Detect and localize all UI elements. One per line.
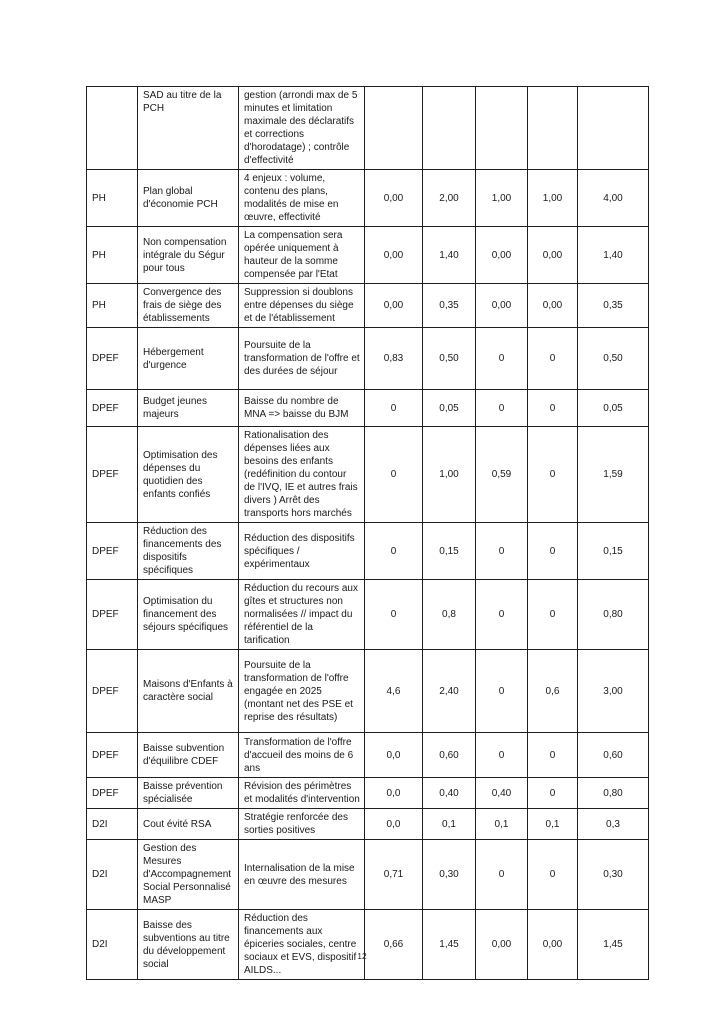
value-cell: 0 [476, 733, 528, 778]
value-cell: 0,00 [528, 284, 578, 328]
value-cell: 0 [476, 580, 528, 650]
measure-cell: Réduction des financements des dispositifs spécifiques [138, 523, 239, 580]
table-body [87, 87, 649, 980]
total-cell: 0,05 [578, 390, 649, 427]
value-cell: 0,00 [476, 910, 528, 980]
code-cell: DPEF [87, 328, 138, 390]
measure-cell: Optimisation du financement des séjours spécifiques [138, 580, 239, 650]
total-cell: 1,45 [578, 910, 649, 980]
value-cell: 0,00 [365, 284, 423, 328]
description-cell: Révision des périmètres et modalités d'intervention [239, 778, 365, 809]
value-cell: 0,40 [423, 778, 476, 809]
table-row [87, 809, 649, 840]
value-cell: 0,15 [423, 523, 476, 580]
total-cell: 1,59 [578, 427, 649, 523]
code-cell: D2I [87, 840, 138, 910]
measure-cell: Budget jeunes majeurs [138, 390, 239, 427]
value-cell: 0 [528, 580, 578, 650]
measure-cell: Baisse des subventions au titre du développement social [138, 910, 239, 980]
table-row [87, 523, 649, 580]
table-row [87, 778, 649, 809]
value-cell: 0,05 [423, 390, 476, 427]
page-number: 12 [357, 951, 367, 961]
table-row [87, 227, 649, 284]
value-cell [365, 87, 423, 170]
value-cell: 0,40 [476, 778, 528, 809]
description-cell: Rationalisation des dépenses liées aux besoins des enfants (redéfinition du contour de l'IVQ, IE et autres frais divers ) Arrêt des transports hors marchés [239, 427, 365, 523]
value-cell: 0,83 [365, 328, 423, 390]
total-cell: 0,80 [578, 778, 649, 809]
code-cell: DPEF [87, 427, 138, 523]
code-cell: DPEF [87, 733, 138, 778]
measure-cell: Non compensation intégrale du Ségur pour tous [138, 227, 239, 284]
value-cell: 0,71 [365, 840, 423, 910]
value-cell: 0,35 [423, 284, 476, 328]
total-cell: 0,15 [578, 523, 649, 580]
value-cell: 0 [365, 390, 423, 427]
value-cell: 0,1 [476, 809, 528, 840]
total-cell: 0,60 [578, 733, 649, 778]
table-row [87, 170, 649, 227]
measure-cell: SAD au titre de la PCH [138, 87, 239, 170]
total-cell: 3,00 [578, 650, 649, 733]
value-cell: 0 [528, 427, 578, 523]
table-row [87, 650, 649, 733]
total-cell: 0,80 [578, 580, 649, 650]
measure-cell: Plan global d'économie PCH [138, 170, 239, 227]
description-cell: Internalisation de la mise en œuvre des mesures [239, 840, 365, 910]
description-cell: Réduction des financements aux épiceries sociales, centre sociaux et EVS, dispositif AILDS... [239, 910, 365, 980]
value-cell: 2,40 [423, 650, 476, 733]
table-row [87, 284, 649, 328]
table-row [87, 328, 649, 390]
value-cell: 0 [365, 580, 423, 650]
measure-cell: Optimisation des dépenses du quotidien des enfants confiés [138, 427, 239, 523]
table-row [87, 87, 649, 170]
total-cell: 0,50 [578, 328, 649, 390]
code-cell: PH [87, 170, 138, 227]
value-cell: 0,0 [365, 778, 423, 809]
value-cell [476, 87, 528, 170]
code-cell [87, 87, 138, 170]
value-cell: 0,0 [365, 809, 423, 840]
value-cell: 0,0 [365, 733, 423, 778]
value-cell: 0,8 [423, 580, 476, 650]
value-cell: 0 [365, 523, 423, 580]
code-cell: D2I [87, 809, 138, 840]
measure-cell: Baisse prévention spécialisée [138, 778, 239, 809]
total-cell: 0,30 [578, 840, 649, 910]
value-cell: 0,00 [365, 170, 423, 227]
value-cell: 0 [476, 650, 528, 733]
measure-cell: Baisse subvention d'équilibre CDEF [138, 733, 239, 778]
value-cell: 0,00 [476, 227, 528, 284]
description-cell: Transformation de l'offre d'accueil des moins de 6 ans [239, 733, 365, 778]
description-cell: gestion (arrondi max de 5 minutes et limitation maximale des déclaratifs et corrections d'horodatage) ; contrôle d'effectivité [239, 87, 365, 170]
measure-cell: Cout évité RSA [138, 809, 239, 840]
total-cell: 1,40 [578, 227, 649, 284]
total-cell: 4,00 [578, 170, 649, 227]
description-cell: Stratégie renforcée des sorties positives [239, 809, 365, 840]
description-cell: Réduction du recours aux gîtes et structures non normalisées // impact du référentiel de la tarification [239, 580, 365, 650]
code-cell: DPEF [87, 580, 138, 650]
value-cell: 0 [528, 778, 578, 809]
value-cell: 0 [528, 733, 578, 778]
value-cell: 1,00 [476, 170, 528, 227]
description-cell: Baisse du nombre de MNA => baisse du BJM [239, 390, 365, 427]
code-cell: PH [87, 227, 138, 284]
value-cell: 0,00 [528, 910, 578, 980]
value-cell: 0,1 [528, 809, 578, 840]
value-cell: 0,50 [423, 328, 476, 390]
value-cell: 1,45 [423, 910, 476, 980]
value-cell: 0 [528, 328, 578, 390]
total-cell [578, 87, 649, 170]
table-row [87, 733, 649, 778]
value-cell: 2,00 [423, 170, 476, 227]
budget-measures-table [86, 86, 649, 980]
table-row [87, 910, 649, 980]
code-cell: DPEF [87, 650, 138, 733]
value-cell: 0,60 [423, 733, 476, 778]
value-cell: 0,00 [528, 227, 578, 284]
measure-cell: Maisons d'Enfants à caractère social [138, 650, 239, 733]
measure-cell: Gestion des Mesures d'Accompagnement Social Personnalisé MASP [138, 840, 239, 910]
value-cell: 0 [528, 523, 578, 580]
value-cell: 0,00 [476, 284, 528, 328]
value-cell: 0 [528, 840, 578, 910]
value-cell: 0 [365, 427, 423, 523]
value-cell: 1,00 [423, 427, 476, 523]
description-cell: 4 enjeux : volume, contenu des plans, modalités de mise en œuvre, effectivité [239, 170, 365, 227]
description-cell: Réduction des dispositifs spécifiques / expérimentaux [239, 523, 365, 580]
description-cell: La compensation sera opérée uniquement à hauteur de la somme compensée par l'Etat [239, 227, 365, 284]
value-cell: 0 [476, 390, 528, 427]
value-cell: 0 [476, 523, 528, 580]
value-cell: 0,1 [423, 809, 476, 840]
value-cell: 4,6 [365, 650, 423, 733]
description-cell: Suppression si doublons entre dépenses du siège et de l'établissement [239, 284, 365, 328]
value-cell: 0 [528, 390, 578, 427]
value-cell: 0,59 [476, 427, 528, 523]
value-cell: 1,00 [528, 170, 578, 227]
code-cell: DPEF [87, 390, 138, 427]
value-cell: 1,40 [423, 227, 476, 284]
value-cell: 0,30 [423, 840, 476, 910]
code-cell: D2I [87, 910, 138, 980]
value-cell [423, 87, 476, 170]
value-cell: 0,66 [365, 910, 423, 980]
code-cell: DPEF [87, 523, 138, 580]
total-cell: 0,35 [578, 284, 649, 328]
code-cell: DPEF [87, 778, 138, 809]
description-cell: Poursuite de la transformation de l'offre engagée en 2025 (montant net des PSE et reprise des résultats) [239, 650, 365, 733]
total-cell: 0,3 [578, 809, 649, 840]
value-cell: 0 [476, 328, 528, 390]
table-row [87, 427, 649, 523]
code-cell: PH [87, 284, 138, 328]
table-row [87, 390, 649, 427]
measure-cell: Convergence des frais de siège des établissements [138, 284, 239, 328]
value-cell: 0,6 [528, 650, 578, 733]
description-cell: Poursuite de la transformation de l'offre et des durées de séjour [239, 328, 365, 390]
value-cell: 0,00 [365, 227, 423, 284]
value-cell [528, 87, 578, 170]
table-row [87, 580, 649, 650]
table-row [87, 840, 649, 910]
value-cell: 0 [476, 840, 528, 910]
measure-cell: Hébergement d'urgence [138, 328, 239, 390]
